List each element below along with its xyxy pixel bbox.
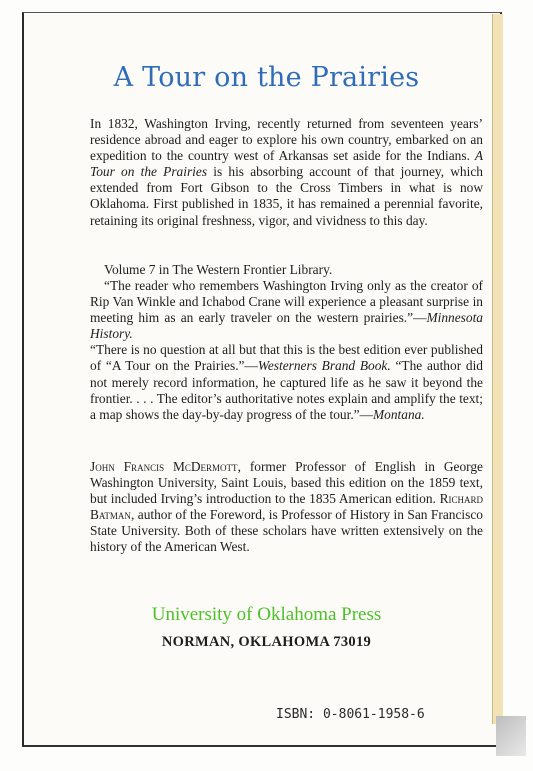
description-book-title: A Tour on the Prairies (90, 148, 483, 180)
editors-paragraph (90, 459, 483, 556)
editor-text-1: , former Professor of English in George Washington University, Saint Louis, based this edition on the 1859 text, but included Irving’s introduction to the 1835 American edition. (90, 459, 484, 507)
publisher-address: NORMAN, OKLAHOMA 73019 (161, 634, 372, 650)
volume-line: Volume 7 in The Western Frontier Library. (104, 262, 333, 277)
description-text-b: is his absorbing account of that journey, which extended from Fort Gibson to the Cross Timbers in what is now Oklahoma. First published in 1835, it has remained a perennial favorite, retaining its original freshness, vigor, and vividness to this day. (90, 164, 483, 228)
description-text-a: In 1832, Washington Irving, recently returned from seventeen years’ residence abroad and eager to explore his own country, embarked on an expedition to the country west of Arkansas set aside for the Indians. (90, 116, 483, 164)
corner-shadow (496, 716, 526, 756)
review-quote-2: “There is no question at all but that this is the best edition ever published of “A Tour on the Prairies.”— (90, 342, 483, 374)
reviews-paragraph (90, 278, 483, 423)
isbn-label: ISBN: 0-8061-1958-6 (276, 707, 425, 722)
publisher-name: University of Oklahoma Press (151, 604, 382, 625)
book-title: A Tour on the Prairies (113, 62, 420, 93)
editor-name-1: John Francis McDermott (90, 459, 238, 474)
review-quote-3: “The author did not merely record information, he captured life as he saw it beyond the frontier. . . . The editor’s authoritative notes explain and amplify the text; a map shows the day-by-day progress of the tour.”— (90, 358, 483, 422)
review-source-2: Westerners Brand Book. (257, 358, 391, 374)
review-quote-1: “The reader who remembers Washington Irving only as the creator of Rip Van Winkle and Ichabod Crane will experience a pleasant surprise in meeting him as an early traveler on the western prairies.”— (90, 278, 483, 326)
review-source-3: Montana. (373, 406, 425, 422)
volume-paragraph (104, 262, 484, 278)
editor-name-2: Richard Batman (90, 491, 483, 523)
description-paragraph (90, 116, 483, 229)
review-source-1: Minnesota History. (90, 310, 483, 342)
editor-text-2: , author of the Foreword, is Professor of History in San Francisco State University. Both of these scholars have written extensively on the history of the American West. (90, 507, 483, 555)
